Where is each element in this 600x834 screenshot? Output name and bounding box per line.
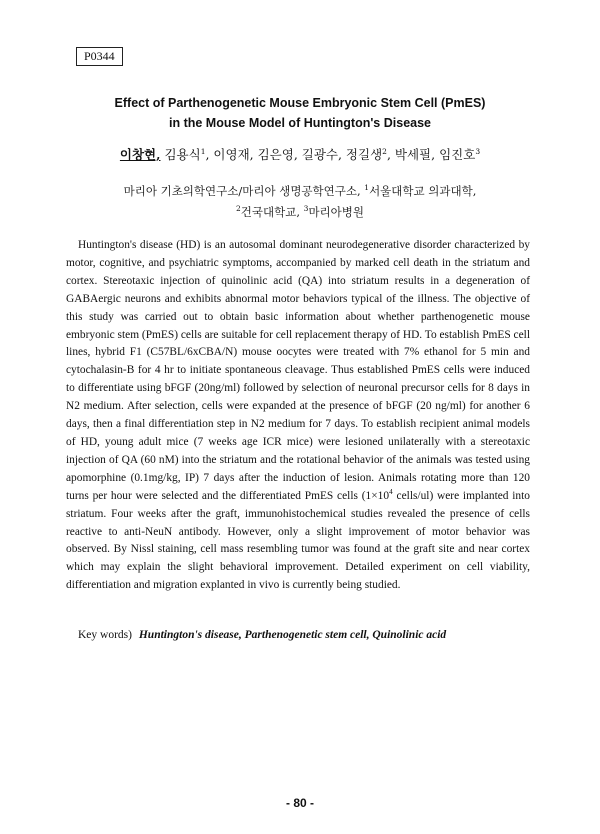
affiliation-snu: 서울대학교 의과대학,: [369, 184, 477, 198]
keywords-label: Key words): [78, 629, 132, 641]
affiliation-konkuk: 건국대학교,: [240, 205, 304, 219]
author-2: 김용식: [160, 147, 201, 162]
paper-title: [60, 93, 540, 133]
abstract-exponent: 4: [389, 486, 393, 496]
abstract-body: [66, 237, 530, 595]
authors-group-1-affil-mark: 2: [382, 146, 387, 156]
keywords-value: Huntington's disease, Parthenogenetic stem cell, Quinolinic acid: [138, 629, 447, 641]
title-line-1: Effect of Parthenogenetic Mouse Embryonic Stem Cell (PmES): [114, 96, 486, 110]
authors-group-2-affil-mark: 3: [475, 146, 481, 156]
abstract-code-box: P0344: [76, 47, 123, 66]
affil-mark-1: 1: [364, 183, 370, 193]
author-2-affil-mark: 1: [200, 146, 206, 156]
page-number: - 80 -: [285, 796, 314, 810]
author-list: [60, 146, 540, 164]
affiliations: [60, 181, 540, 223]
affiliation-line-2: [60, 202, 540, 223]
abstract-text-1: Huntington's disease (HD) is an autosomal dominant neurodegenerative disorder characterized by motor, cognitive, and psychiatric symptoms, accompanied by marked cell death in the striatum and cortex. Stereotaxic injection of quinolinic acid (QA) into striatum results in a degeneration of GABAergic neurons and exhibits abnormal motor behaviors typical of the illness. The objective of this study was carried out to obtain basic information about whether parthenogenetic mouse embryonic stem (PmES) cells are suitable for cell replacement therapy of HD. To establish PmES cell lines, hybrid F1 (C57BL/6xCBA/N) mouse oocytes were treated with 7% ethanol for 5 min and cytochalasin-B for 4 hr to initiate spontaneous cleavage. Thus established PmES cells were induced to differentiate using bFGF (20ng/ml) followed by selection of neuronal precursor cells for 8 days in N2 medium. After selection, cells were expanded at the presence of bFGF (20 ng/ml) for another 6 days, then a final differentiation step in N2 medium for 7 days. To establish recipient animal models of HD, young adult mice (7 weeks age ICR mice) were lesioned unilaterally with a stereotaxic injection of QA (60 nM) into the striatum and the rotational behavior of the animals was tested using apomorphine (0.1mg/kg, IP) 7 days after the induction of lesion. Animals rotating more than 120 turns per hour were selected and the differentiated PmES cells (1×10: [66, 239, 530, 502]
title-line-2: in the Mouse Model of Huntington's Disease: [168, 116, 431, 130]
affiliation-maria: 마리아 기초의학연구소/마리아 생명공학연구소,: [123, 184, 365, 198]
authors-group-1: , 이영재, 김은영, 길광수, 정길생: [205, 147, 383, 162]
first-author: 이창현,: [119, 147, 161, 162]
authors-group-2: , 박세필, 임진호: [386, 147, 476, 162]
affil-mark-3: 3: [303, 204, 309, 214]
affiliation-maria-hospital: 마리아병원: [308, 205, 364, 219]
keywords: [78, 629, 446, 641]
abstract-text-2: cells/ul) were implanted into striatum. Four weeks after the graft, immunohistochemical studies revealed the presence of cells reactive to anti-NeuN antibody. However, only a slight improvement of motor behavior was observed. By Nissl staining, cell mass resembling tumor was found at the graft site and near cortex which may explain the slight behavioral improvement. Detailed experiment on cell viability, differentiation and migration explanted in vivo is currently being studied.: [66, 489, 530, 592]
affil-mark-2: 2: [236, 204, 241, 214]
affiliation-line-1: [60, 181, 540, 202]
